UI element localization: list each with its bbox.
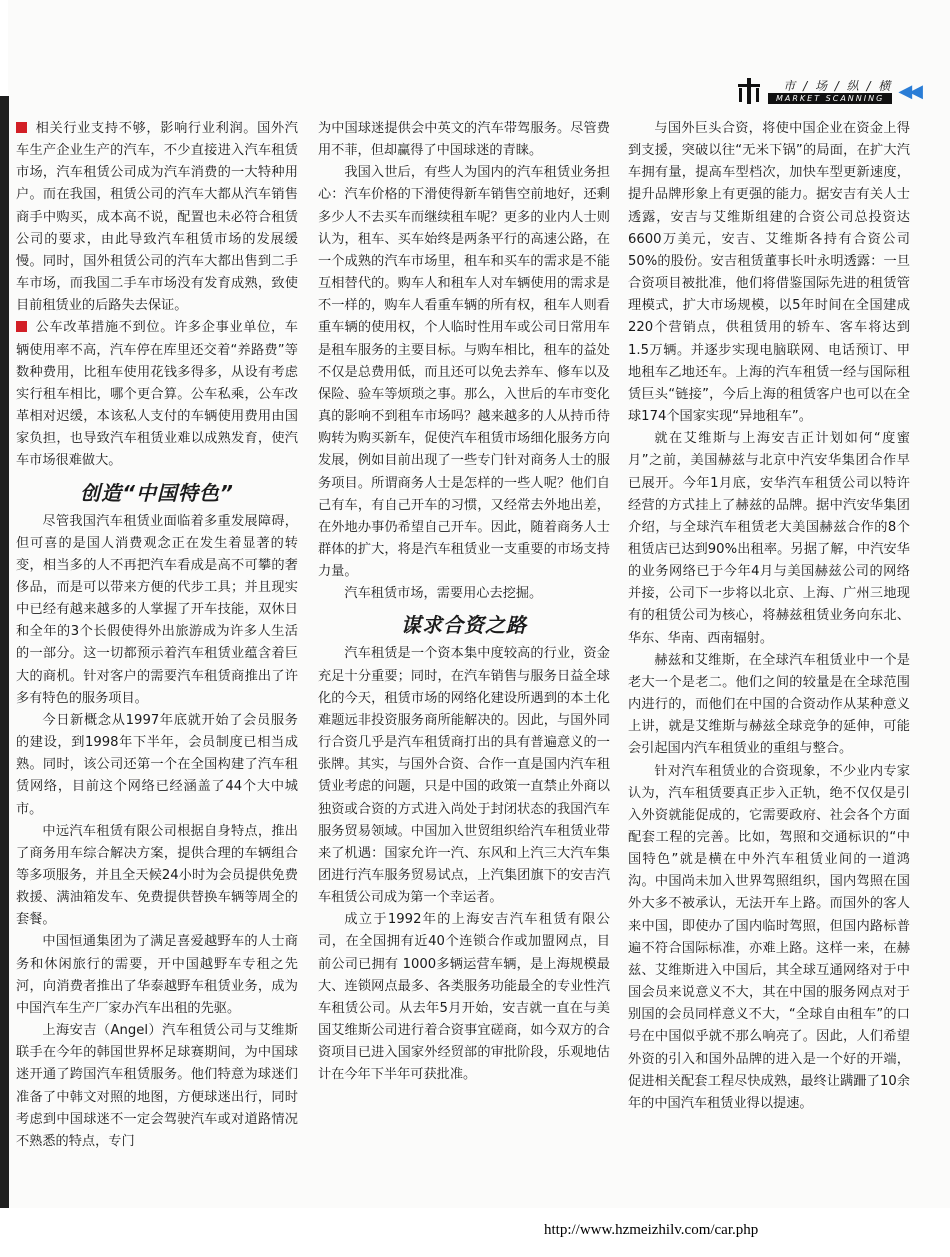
bullet-square-icon — [16, 122, 27, 133]
bullet-square-icon — [16, 321, 27, 332]
paragraph: 赫兹和艾维斯，在全球汽车租赁业中一个是老大一个是老二。他们之间的较量是在全球范围内进行的，而他们在中国的合资动作从某种意义上讲，就是艾维斯与赫兹全球竞争的延伸，可能会引起国内汽车租赁业的重组与整合。 — [628, 652, 910, 757]
paragraph: 为中国球迷提供会中英文的汽车带驾服务。尽管费用不菲，但却赢得了中国球迷的青睐。 — [318, 121, 610, 159]
paragraph: 相关行业支持不够，影响行业利润。国外汽车生产企业生产的汽车，不少直接进入汽车租赁市场，汽车租赁公司成为汽车消费的一大特种用户。而在我国，租赁公司的汽车大都从汽车销售商手中购买，成本高不说，配置也未必符合租赁公司的要求，由此导致汽车租赁市场的发展缓慢。同时，国外租赁公司的汽车大都出售到二手车市场，而我国二手车市场没有发育成熟，致使目前租赁业的后路失去保证。 — [16, 121, 298, 314]
scan-edge — [0, 96, 9, 1208]
section-header — [736, 78, 920, 104]
section-title: 市 / 场 / 纵 / 横 — [783, 78, 893, 93]
paragraph: 就在艾维斯与上海安吉正计划如何“度蜜月”之前，美国赫兹与北京中汽安华集团合作早已展开。今年1月底，安华汽车租赁公司以特许经营的方式挂上了赫兹的品牌。据中汽安华集团介绍，与全球汽车租赁老大美国赫兹合作的8个租赁店已达到90%出租率。另据了解，中汽安华的业务网络已于今年4月与美国赫兹公司的网络并接，公司下一步将以北京、上海、广州三地现有的租赁公司为核心，将赫兹租赁业务向东北、华东、华南、西南辐射。 — [628, 431, 910, 646]
source-url[interactable]: http://www.hzmeizhilv.com/car.php — [544, 1222, 759, 1238]
article-column-1 — [16, 118, 298, 1153]
paragraph: 成立于1992年的上海安吉汽车租赁有限公司，在全国拥有近40个连锁合作或加盟网点，目前公司已拥有 1000多辆运营车辆，是上海规模最大、连锁网点最多、各类服务功能最全的专业性汽车租赁公司。从去年5月开始，安吉就一直在与美国艾维斯公司进行着合资事宜磋商，如今双方的合资项目已进入国家外经贸部的审批阶段，乐观地估计在今年下半年可获批准。 — [318, 912, 610, 1083]
paragraph: 汽车租赁市场，需要用心去挖掘。 — [344, 586, 543, 602]
paragraph: 今日新概念从1997年底就开始了会员服务的建设，到1998年下半年，会员制度已相当成熟。同时，该公司还第一个在全国构建了汽车租赁网络，目前这个网络已经涵盖了44个大中城市。 — [16, 712, 298, 817]
paragraph: 尽管我国汽车租赁业面临着多重发展障碍，但可喜的是国人消费观念正在发生着显著的转变，相当多的人不再把汽车看成是高不可攀的奢侈品，而是可以带来方便的代步工具；并且现实中已经有越来越多的人掌握了开车技能，双休日和全年的3个长假使得外出旅游成为许多人生活的一部分。这一切都预示着汽车租赁业蕴含着巨大的商机。针对客户的需要汽车租赁商推出了许多有特色的服务项目。 — [16, 513, 298, 706]
paragraph: 与国外巨头合资，将使中国企业在资金上得到支援，突破以往“无米下锅”的局面，在扩大汽车拥有量，提高车型档次，加快车型更新速度，提升品牌形象上有更强的能力。据安吉有关人士透露，安吉与艾维斯组建的合资公司总投资达6600万美元，安吉、艾维斯各持有合资公司50%的股份。安吉租赁董事长叶永明透露：一旦合资项目被批准，他们将借鉴国际先进的租赁管理模式，扩大市场规模，以5年时间在全国建成220个营销点，供租赁用的轿车、客车将达到1.5万辆。并逐步实现电脑联网、电话预订、甲地租车乙地还车。上海的汽车租赁一经与国际租赁巨头“链接”，今后上海的租赁客户也可以在全球174个国家实现“异地租车”。 — [628, 121, 910, 425]
section-heading: 谋求合资之路 — [401, 613, 527, 638]
paragraph: 我国入世后，有些人为国内的汽车租赁业务担心：汽车价格的下滑使得新车销售空前地好，还剩多少人不去买车而继续租车呢？更多的业内人士则认为，租车、买车始终是两条平行的高速公路，在一个成熟的汽车市场里，租车和买车的需求是不能互相替代的。购车人和租车人对车辆使用的需求是不一样的，购车人看重车辆的所有权，租车人则看重车辆的使用权，个人临时性用车或公司日常用车是租车服务的主要目标。与购车相比，租车的益处不仅是总费用低，而且还可以免去养车、修车以及保险、验车等烦琐之事。那么，入世后的车市变化真的影响不到租车市场吗？越来越多的人从持币待购转为购买新车，促使汽车租赁市场细化服务方向发展，例如目前出现了一些专门针对商务人士的服务项目。所谓商务人士是怎样的一些人呢？他们自己有车，有自己开车的习惯，又经常去外地出差，在外地办事仍希望自己开车。因此，随着商务人士群体的扩大，将是汽车租赁业一支重要的市场支持力量。 — [318, 165, 610, 580]
paragraph: 公车改革措施不到位。许多企事业单位，车辆使用率不高，汽车停在库里还交着“养路费”等数种费用，比租车使用花钱多得多，从设有考虑实行租车相比，哪个更合算。公车私乘，公车改革相对迟缓，本该私人支付的车辆使用费用由国家负担，也导致汽车租赁业难以成熟发育，使汽车市场很难做大。 — [16, 320, 298, 469]
article-column-3 — [628, 118, 910, 1115]
article-column-2 — [318, 118, 610, 1087]
market-logo-icon — [736, 78, 762, 104]
paragraph: 汽车租赁是一个资本集中度较高的行业，资金充足十分重要；同时，在汽车销售与服务日益全球化的今天，租赁市场的网络化建设所遇到的本土化难题远非投资服务商所能解决的。因此，与国外同行合资几乎是汽车租赁商打出的具有普遍意义的一张牌。其实，与国外合资、合作一直是国内汽车租赁业考虑的问题，只是中国的政策一直禁止外商以独资或合资的方式进入尚处于封闭状态的我国汽车服务贸易领域。中国加入世贸组织给汽车租赁业带来了机遇：国家允许一汽、东风和上汽三大汽车集团进行汽车服务贸易试点，上汽集团旗下的安吉汽车租赁公司成为第一个幸运者。 — [318, 646, 610, 906]
section-subtitle: MARKET SCANNING — [768, 93, 892, 104]
section-heading: 创造“中国特色” — [80, 480, 234, 505]
double-arrow-icon: ◀◀ — [898, 80, 920, 102]
paragraph: 针对汽车租赁业的合资现象，不少业内专家认为，汽车租赁要真正步入正轨，绝不仅仅是引入外资就能促成的，它需要政府、社会各个方面配套工程的完善。比如，驾照和交通标识的“中国特色”就是横在中外汽车租赁业间的一道鸿沟。中国尚未加入世界驾照组织，国内驾照在国外大多不被承认，无法开车上路。而国外的客人来中国，即使办了国内临时驾照，但国内路标普遍不符合国际标准，亦难上路。这样一来，在赫兹、艾维斯进入中国后，其全球互通网络对于中国会员来说意义不大，其在中国的服务网点对于别国的会员同样意义不大，“全球自由租车”的口号在中国似乎就不那么响亮了。因此，人们希望外资的引入和国外品牌的进入是一个好的开端，促进相关配套工程尽快成熟，最终让蹒跚了10余年的中国汽车租赁业得以提速。 — [628, 763, 910, 1111]
paragraph: 中国恒通集团为了满足喜爱越野车的人士商务和休闲旅行的需要，开中国越野车专租之先河，向消费者推出了华泰越野车租赁业务，成为中国汽车生产厂家办汽车出租的先驱。 — [16, 934, 298, 1016]
paragraph: 上海安吉（Angel）汽车租赁公司与艾维斯联手在今年的韩国世界杯足球赛期间，为中国球迷开通了跨国汽车租赁服务。他们特意为球迷们准备了中韩文对照的地图，方便球迷出行，同时考虑到中国球迷不一定会驾驶汽车或对道路情况不熟悉的特点，专门 — [16, 1023, 298, 1149]
paragraph: 中远汽车租赁有限公司根据自身特点，推出了商务用车综合解决方案，提供合理的车辆组合等多项服务，并且全天候24小时为会员提供免费救援、满油箱发车、免费提供替换车辆等周全的套餐。 — [16, 823, 298, 928]
